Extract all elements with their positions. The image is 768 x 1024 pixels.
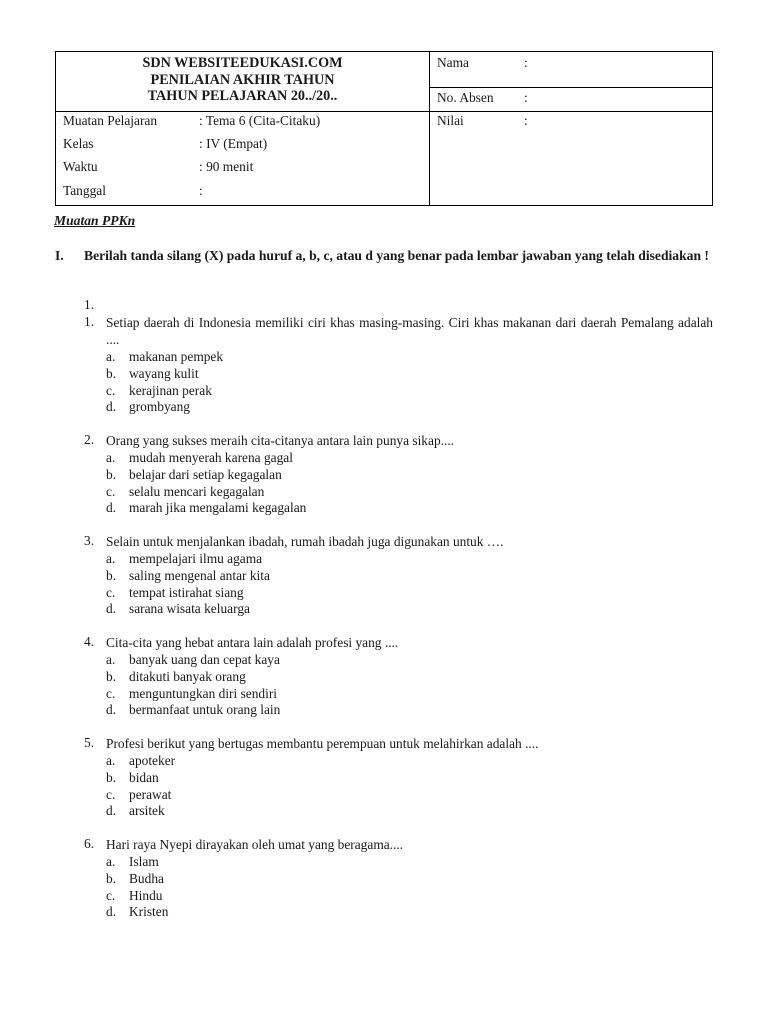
option-letter: a. — [106, 652, 116, 667]
question-text: Setiap daerah di Indonesia memiliki ciri khas masing-masing. Ciri khas makanan dari daerah Pemalang adalah .... — [106, 315, 713, 347]
time-value: : 90 menit — [199, 159, 254, 174]
question-number: 1. — [84, 314, 95, 329]
option-letter: c. — [106, 483, 116, 499]
option-text: marah jika mengalami kegagalan — [129, 500, 307, 516]
subject-info-cell — [56, 112, 430, 206]
date-value: : — [199, 183, 203, 198]
option-letter: a. — [106, 349, 116, 364]
option-letter: d. — [106, 803, 117, 819]
option-text: mempelajari ilmu agama — [129, 551, 263, 566]
option-text: tempat istirahat siang — [129, 584, 244, 600]
time-label: Waktu — [63, 159, 98, 174]
option-text: Islam — [129, 854, 159, 869]
name-separator: : — [524, 55, 528, 70]
option-text: perawat — [129, 786, 172, 802]
instruction-text: Berilah tanda silang (X) pada huruf a, b, c, atau d yang benar pada lembar jawaban yang telah disediakan ! — [84, 248, 709, 263]
option-text: bermanfaat untuk orang lain — [129, 702, 281, 718]
option-letter: d. — [106, 702, 117, 718]
option-text: Kristen — [129, 904, 169, 920]
absence-number-label: No. Absen — [437, 90, 494, 105]
option-text: wayang kulit — [129, 365, 199, 381]
question-number: 3. — [84, 533, 95, 548]
option-text: kerajinan perak — [129, 382, 212, 398]
question-number: 5. — [84, 735, 95, 750]
option-text: sarana wisata keluarga — [129, 601, 250, 617]
option-text: arsitek — [129, 803, 165, 819]
option-letter: a. — [106, 753, 116, 768]
option-letter: c. — [106, 887, 116, 903]
option-text: apoteker — [129, 753, 176, 768]
option-letter: a. — [106, 551, 116, 566]
subject-value: : Tema 6 (Cita-Citaku) — [199, 113, 321, 128]
score-label: Nilai — [437, 113, 464, 128]
assessment-title: PENILAIAN AKHIR TAHUN — [150, 71, 335, 88]
option-letter: b. — [106, 870, 117, 886]
question-number: 4. — [84, 634, 95, 649]
option-letter: d. — [106, 399, 117, 415]
option-letter: b. — [106, 466, 117, 482]
instruction-number: I. — [55, 248, 64, 263]
section-title: Muatan PPKn — [54, 213, 136, 228]
option-letter: b. — [106, 769, 117, 785]
question-number: 6. — [84, 836, 95, 851]
option-letter: b. — [106, 668, 117, 684]
header-table — [55, 51, 713, 206]
question-text: Orang yang sukses meraih cita-citanya antara lain punya sikap.... — [106, 433, 455, 448]
date-label: Tanggal — [63, 183, 106, 198]
option-text: ditakuti banyak orang — [129, 668, 246, 684]
option-text: banyak uang dan cepat kaya — [129, 652, 280, 667]
name-cell[interactable] — [430, 52, 713, 88]
option-letter: b. — [106, 365, 117, 381]
option-letter: c. — [106, 382, 116, 398]
option-text: mudah menyerah karena gagal — [129, 450, 293, 465]
subject-label: Muatan Pelajaran — [63, 113, 158, 128]
question-text: Hari raya Nyepi dirayakan oleh umat yang beragama.... — [106, 837, 404, 852]
class-label: Kelas — [63, 136, 94, 151]
question-text: Cita-cita yang hebat antara lain adalah profesi yang .... — [106, 635, 399, 650]
option-letter: c. — [106, 685, 116, 701]
option-letter: d. — [106, 500, 117, 516]
academic-year: TAHUN PELAJARAN 20../20.. — [147, 88, 338, 104]
option-text: makanan pempek — [129, 349, 224, 364]
option-letter: a. — [106, 450, 116, 465]
question-text: Selain untuk menjalankan ibadah, rumah ibadah juga digunakan untuk …. — [106, 534, 504, 549]
option-letter: b. — [106, 567, 117, 583]
school-name: SDN WEBSITEEDUKASI.COM — [142, 55, 343, 71]
option-letter: a. — [106, 854, 116, 869]
option-text: Budha — [129, 870, 164, 886]
school-title-block — [56, 52, 430, 112]
question-number: 2. — [84, 432, 95, 447]
score-cell[interactable] — [430, 112, 713, 206]
option-text: saling mengenal antar kita — [129, 567, 270, 583]
option-text: bidan — [129, 769, 159, 785]
option-letter: d. — [106, 904, 117, 920]
option-text: belajar dari setiap kegagalan — [129, 466, 282, 482]
score-separator: : — [524, 113, 528, 128]
class-value: : IV (Empat) — [199, 136, 268, 151]
option-letter: d. — [106, 601, 117, 617]
option-text: selalu mencari kegagalan — [129, 483, 265, 499]
option-text: grombyang — [129, 399, 190, 415]
option-letter: c. — [106, 786, 116, 802]
name-label: Nama — [437, 55, 469, 70]
absence-number-cell[interactable] — [430, 88, 713, 112]
absence-number-separator: : — [524, 90, 528, 105]
option-letter: c. — [106, 584, 116, 600]
option-text: Hindu — [129, 887, 163, 903]
stray-number: 1. — [84, 297, 95, 312]
option-text: menguntungkan diri sendiri — [129, 685, 278, 701]
question-text: Profesi berikut yang bertugas membantu perempuan untuk melahirkan adalah .... — [106, 736, 539, 751]
